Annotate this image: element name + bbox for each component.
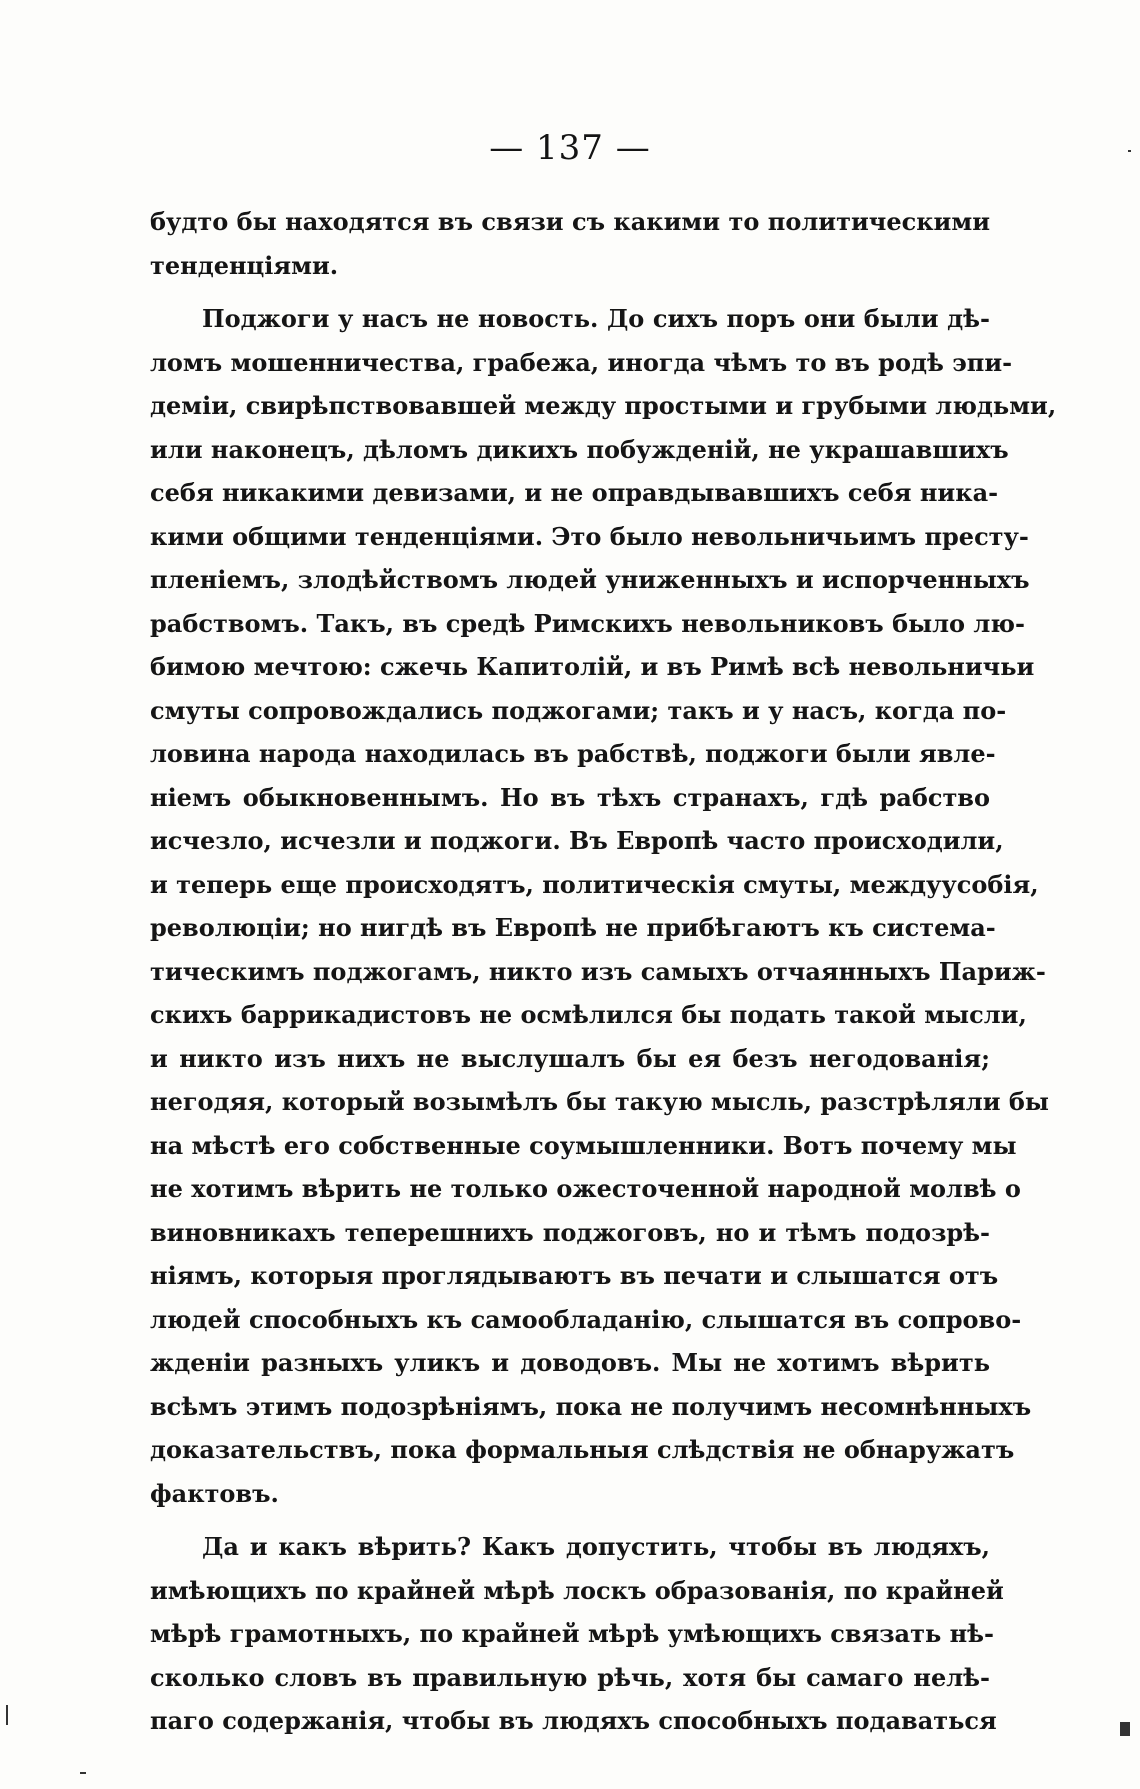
text-line: себя никакими девизами, и не оправдывавшихъ себя ника- (150, 478, 999, 507)
text-line: смуты сопровождались поджогами; такъ и у насъ, когда по- (150, 695, 1007, 725)
text-line: негодяя, который возымѣлъ бы такую мысль, разстрѣляли бы (150, 1087, 1049, 1116)
text-line: паго содержанія, чтобы въ людяхъ способныхъ подаваться (150, 1706, 997, 1735)
scan-speck (1120, 1722, 1130, 1736)
text-line: кими общими тенденціями. Это было невольничьимъ престу- (150, 521, 1029, 551)
scan-speck (6, 1705, 8, 1725)
text-line: доказательствъ, пока формальныя слѣдствія не обнаружатъ (150, 1435, 1015, 1464)
text-line: рабствомъ. Такъ, въ средѣ Римскихъ невольниковъ было лю- (150, 608, 1025, 638)
body-text (150, 200, 1057, 1743)
paragraph-gap (150, 287, 990, 297)
page-number: — 137 — (489, 128, 651, 168)
scan-speck (80, 1772, 86, 1774)
text-line: фактовъ. (150, 1478, 279, 1508)
text-line: бимою мечтою: сжечь Капитолій, и въ Римѣ всѣ невольничьи (150, 652, 1035, 681)
text-line: жденіи разныхъ уликъ и доводовъ. Мы не хотимъ вѣрить (150, 1348, 990, 1377)
text-line: на мѣстѣ его собственные соумышленники. Вотъ почему мы (150, 1130, 1017, 1160)
paragraph-gap (150, 1515, 990, 1525)
scan-speck (1128, 150, 1131, 152)
text-line: не хотимъ вѣрить не только ожесточенной народной молвѣ о (150, 1174, 1021, 1203)
text-line: ломъ мошенничества, грабежа, иногда чѣмъ то въ родѣ эпи- (150, 347, 1013, 377)
text-line: всѣмъ этимъ подозрѣніямъ, пока не получимъ несомнѣнныхъ (150, 1391, 1032, 1421)
text-line: скихъ баррикадистовъ не осмѣлился бы подать такой мысли, (150, 1000, 1027, 1029)
text-line: имѣющихъ по крайней мѣрѣ лоскъ образованія, по крайней (150, 1575, 1004, 1605)
text-line: ніемъ обыкновеннымъ. Но въ тѣхъ странахъ, гдѣ рабство (150, 782, 990, 812)
text-line: тическимъ поджогамъ, никто изъ самыхъ отчаянныхъ Париж- (150, 956, 1046, 986)
text-line: Поджоги у насъ не новость. До сихъ поръ они были дѣ- (202, 304, 990, 333)
text-line: революціи; но нигдѣ въ Европѣ не прибѣгаютъ къ система- (150, 913, 996, 942)
text-line: ніямъ, которыя проглядываютъ въ печати и слышатся отъ (150, 1261, 999, 1290)
text-line: мѣрѣ грамотныхъ, по крайней мѣрѣ умѣющихъ связать нѣ- (150, 1619, 995, 1648)
text-line: или наконецъ, дѣломъ дикихъ побужденій, не украшавшихъ (150, 434, 1009, 464)
text-line: деміи, свирѣпствовавшей между простыми и грубыми людьми, (150, 391, 1057, 420)
text-line: пленіемъ, злодѣйствомъ людей униженныхъ и испорченныхъ (150, 565, 1030, 594)
text-line: исчезло, исчезли и поджоги. Въ Европѣ часто происходили, (150, 826, 1004, 855)
text-line: будто бы находятся въ связи съ какими то политическими (150, 207, 990, 236)
text-line: тенденціями. (150, 250, 339, 280)
text-line: людей способныхъ къ самообладанію, слышатся въ сопрово- (150, 1304, 1022, 1334)
text-line: ловина народа находилась въ рабствѣ, поджоги были явле- (150, 739, 996, 768)
text-line: виновникахъ теперешнихъ поджоговъ, но и тѣмъ подозрѣ- (150, 1217, 990, 1247)
text-line: и теперь еще происходятъ, политическія смуты, междуусобія, (150, 869, 1039, 899)
text-line: сколько словъ въ правильную рѣчь, хотя бы самаго нелѣ- (150, 1662, 990, 1692)
text-line: Да и какъ вѣрить? Какъ допустить, чтобы въ людяхъ, (202, 1532, 990, 1561)
text-line: и никто изъ нихъ не выслушалъ бы ея безъ негодованія; (150, 1043, 990, 1073)
